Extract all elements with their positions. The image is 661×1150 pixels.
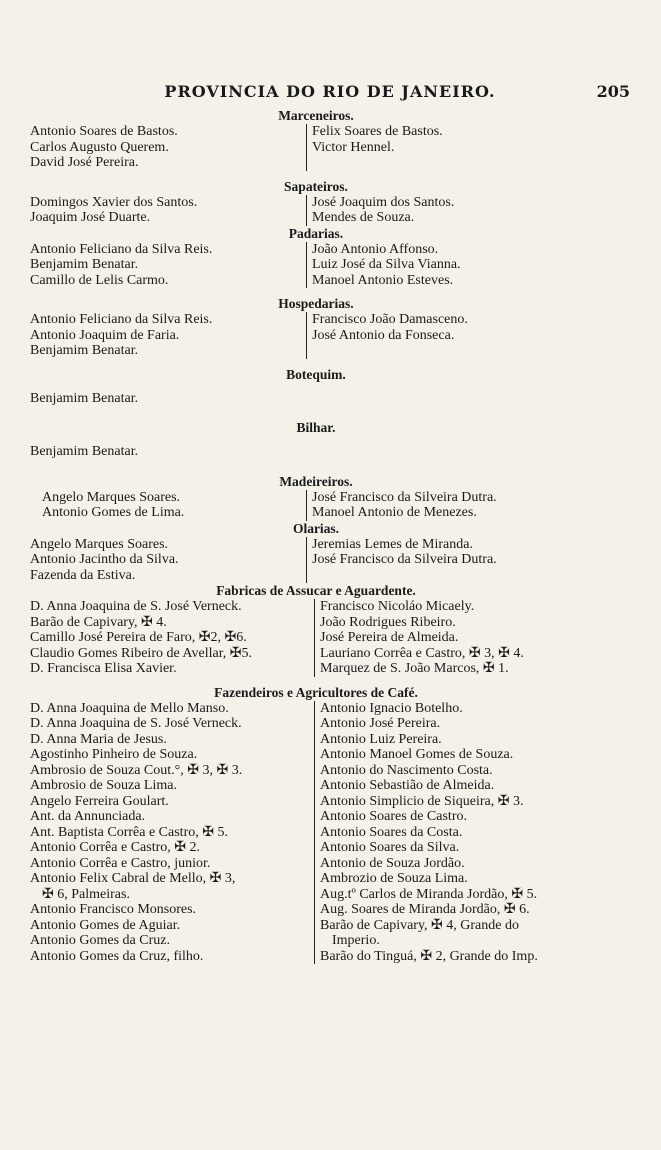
directory-content xyxy=(30,108,602,964)
section-title-fabricas: Fabricas de Assucar e Aguardente. xyxy=(216,583,416,598)
list-item: Claudio Gomes Ribeiro de Avellar, ✠5. xyxy=(30,645,253,661)
list-item: Antonio Soares de Castro. xyxy=(320,809,467,824)
section-marceneiros xyxy=(30,124,602,171)
list-item: Ant. Baptista Corrêa e Castro, ✠ 5. xyxy=(30,824,228,840)
list-item: Antonio Manoel Gomes de Souza. xyxy=(320,747,514,762)
left-column xyxy=(30,312,306,359)
list-item: Barão de Capivary, ✠ 4, Grande do xyxy=(320,917,519,933)
section-padarias xyxy=(30,242,602,289)
list-item: ✠ 6, Palmeiras. xyxy=(42,886,130,902)
list-item: Antonio Jacintho da Silva. xyxy=(30,552,179,567)
list-item: Benjamim Benatar. xyxy=(30,257,139,272)
list-item: Antonio Gomes de Lima. xyxy=(42,505,185,520)
section-title-fazendeiros: Fazendeiros e Agricultores de Café. xyxy=(214,684,418,700)
right-column xyxy=(306,242,602,289)
list-item: Ant. da Annunciada. xyxy=(30,809,146,824)
left-column xyxy=(30,537,306,584)
right-column xyxy=(306,195,602,226)
list-item: D. Anna Joaquina de S. José Verneck. xyxy=(30,716,242,731)
section-title-sapateiros: Sapateiros. xyxy=(284,178,348,194)
list-item: Antonio de Souza Jordão. xyxy=(320,855,465,871)
list-item: Antonio Joaquim de Faria. xyxy=(30,327,180,343)
left-column xyxy=(30,490,306,521)
section-title-madeireiros: Madeireiros. xyxy=(279,473,353,489)
list-item: Antonio Corrêa e Castro, ✠ 2. xyxy=(30,840,200,855)
list-item: Lauriano Corrêa e Castro, ✠ 3, ✠ 4. xyxy=(320,645,524,661)
list-item: Antonio Felix Cabral de Mello, ✠ 3, xyxy=(30,871,236,886)
right-column xyxy=(306,490,602,521)
section-title-padarias: Padarias. xyxy=(288,225,344,241)
list-item: Jeremias Lemes de Miranda. xyxy=(312,536,473,552)
right-column xyxy=(306,124,602,171)
right-column xyxy=(306,312,602,359)
list-item: Antonio Ignacio Botelho. xyxy=(320,700,463,716)
section-sapateiros xyxy=(30,195,602,226)
left-column xyxy=(30,599,314,677)
list-item: Antonio Simplicio de Siqueira, ✠ 3. xyxy=(320,793,524,809)
list-item: José Francisco da Silveira Dutra. xyxy=(312,489,497,505)
list-item: Antonio Feliciano da Silva Reis. xyxy=(30,312,213,327)
left-column xyxy=(30,195,306,226)
page-header xyxy=(30,82,630,104)
list-item: Imperio. xyxy=(332,933,380,948)
section-hospedarias xyxy=(30,312,602,359)
right-column xyxy=(314,701,602,965)
right-column xyxy=(314,599,602,677)
list-item: Antonio Gomes da Cruz. xyxy=(30,933,170,948)
list-item: José Francisco da Silveira Dutra. xyxy=(312,552,497,567)
list-item: Benjamim Benatar. xyxy=(30,343,139,358)
page-number: 205 xyxy=(596,82,630,101)
list-item: Ambrosio de Souza Cout.°, ✠ 3, ✠ 3. xyxy=(30,762,243,778)
list-item: Carlos Augusto Querem. xyxy=(30,139,169,155)
list-item: Barão de Capivary, ✠ 4. xyxy=(30,614,167,630)
section-title-bilhar: Bilhar. xyxy=(296,420,336,435)
section-title-botequim: Botequim. xyxy=(286,366,346,382)
section-fazendeiros xyxy=(30,701,602,965)
list-item: Manoel Antonio Esteves. xyxy=(312,272,454,288)
list-item: Antonio Soares de Bastos. xyxy=(30,124,178,139)
page-title: PROVINCIA DO RIO DE JANEIRO. xyxy=(164,82,496,101)
section-title-hospedarias: Hospedarias. xyxy=(278,296,354,311)
left-column xyxy=(30,242,306,289)
list-item: Antonio Francisco Monsores. xyxy=(30,902,197,917)
list-item: Fazenda da Estiva. xyxy=(30,567,136,583)
list-item: Angelo Marques Soares. xyxy=(30,536,169,552)
list-item: José Antonio da Fonseca. xyxy=(312,327,455,343)
list-item: Antonio Luiz Pereira. xyxy=(320,731,442,747)
list-item: D. Anna Joaquina de S. José Verneck. xyxy=(30,599,242,614)
list-item: Domingos Xavier dos Santos. xyxy=(30,194,198,210)
list-item: Francisco João Damasceno. xyxy=(312,312,468,327)
list-item: João Antonio Affonso. xyxy=(312,241,439,257)
list-item: Antonio Feliciano da Silva Reis. xyxy=(30,241,213,257)
list-item: Angelo Ferreira Goulart. xyxy=(30,793,169,809)
list-item: José Pereira de Almeida. xyxy=(320,630,459,645)
list-item: David José Pereira. xyxy=(30,155,139,170)
list-item: D. Anna Joaquina de Mello Manso. xyxy=(30,700,229,716)
list-item: Aug.tº Carlos de Miranda Jordão, ✠ 5. xyxy=(320,886,538,902)
left-column xyxy=(30,701,314,965)
list-item: João Rodrigues Ribeiro. xyxy=(320,614,456,630)
list-item: Marquez de S. João Marcos, ✠ 1. xyxy=(320,661,509,676)
section-olarias xyxy=(30,537,602,584)
list-item: Manoel Antonio de Menezes. xyxy=(312,505,477,520)
list-item: Benjamim Benatar. xyxy=(30,390,139,406)
list-item: Ambrozio de Souza Lima. xyxy=(320,871,468,886)
list-item: Camillo José Pereira de Faro, ✠2, ✠6. xyxy=(30,630,247,645)
section-fabricas xyxy=(30,599,602,677)
list-item: Antonio Soares da Silva. xyxy=(320,840,460,855)
list-item: D. Anna Maria de Jesus. xyxy=(30,731,167,747)
list-item: Ambrosio de Souza Lima. xyxy=(30,778,177,793)
list-item: Antonio Soares da Costa. xyxy=(320,824,463,840)
list-item: Antonio Sebastião de Almeida. xyxy=(320,778,495,793)
section-title-marceneiros: Marceneiros. xyxy=(278,108,354,123)
list-item: Antonio Gomes da Cruz, filho. xyxy=(30,948,204,964)
list-item: Aug. Soares de Miranda Jordão, ✠ 6. xyxy=(320,902,530,917)
list-item: Camillo de Lelis Carmo. xyxy=(30,272,169,288)
list-item: Agostinho Pinheiro de Souza. xyxy=(30,747,198,762)
list-item: Antonio do Nascimento Costa. xyxy=(320,762,493,778)
list-item: Barão do Tinguá, ✠ 2, Grande do Imp. xyxy=(320,948,538,964)
list-item: Angelo Marques Soares. xyxy=(42,489,181,505)
right-column xyxy=(306,537,602,584)
list-item: Antonio José Pereira. xyxy=(320,716,441,731)
list-item: Antonio Corrêa e Castro, junior. xyxy=(30,855,211,871)
list-item: Antonio Gomes de Aguiar. xyxy=(30,917,181,933)
list-item: Felix Soares de Bastos. xyxy=(312,124,443,139)
list-item: Mendes de Souza. xyxy=(312,210,415,225)
list-item: Luiz José da Silva Vianna. xyxy=(312,257,461,272)
list-item: Joaquim José Duarte. xyxy=(30,210,151,225)
section-title-olarias: Olarias. xyxy=(292,520,340,536)
section-madeireiros xyxy=(30,490,602,521)
list-item: Victor Hennel. xyxy=(312,139,395,155)
left-column xyxy=(30,124,306,171)
list-item: José Joaquim dos Santos. xyxy=(312,194,455,210)
list-item: D. Francisca Elisa Xavier. xyxy=(30,661,177,676)
list-item: Francisco Nicoláo Micaely. xyxy=(320,599,475,614)
list-item: Benjamim Benatar. xyxy=(30,444,139,459)
